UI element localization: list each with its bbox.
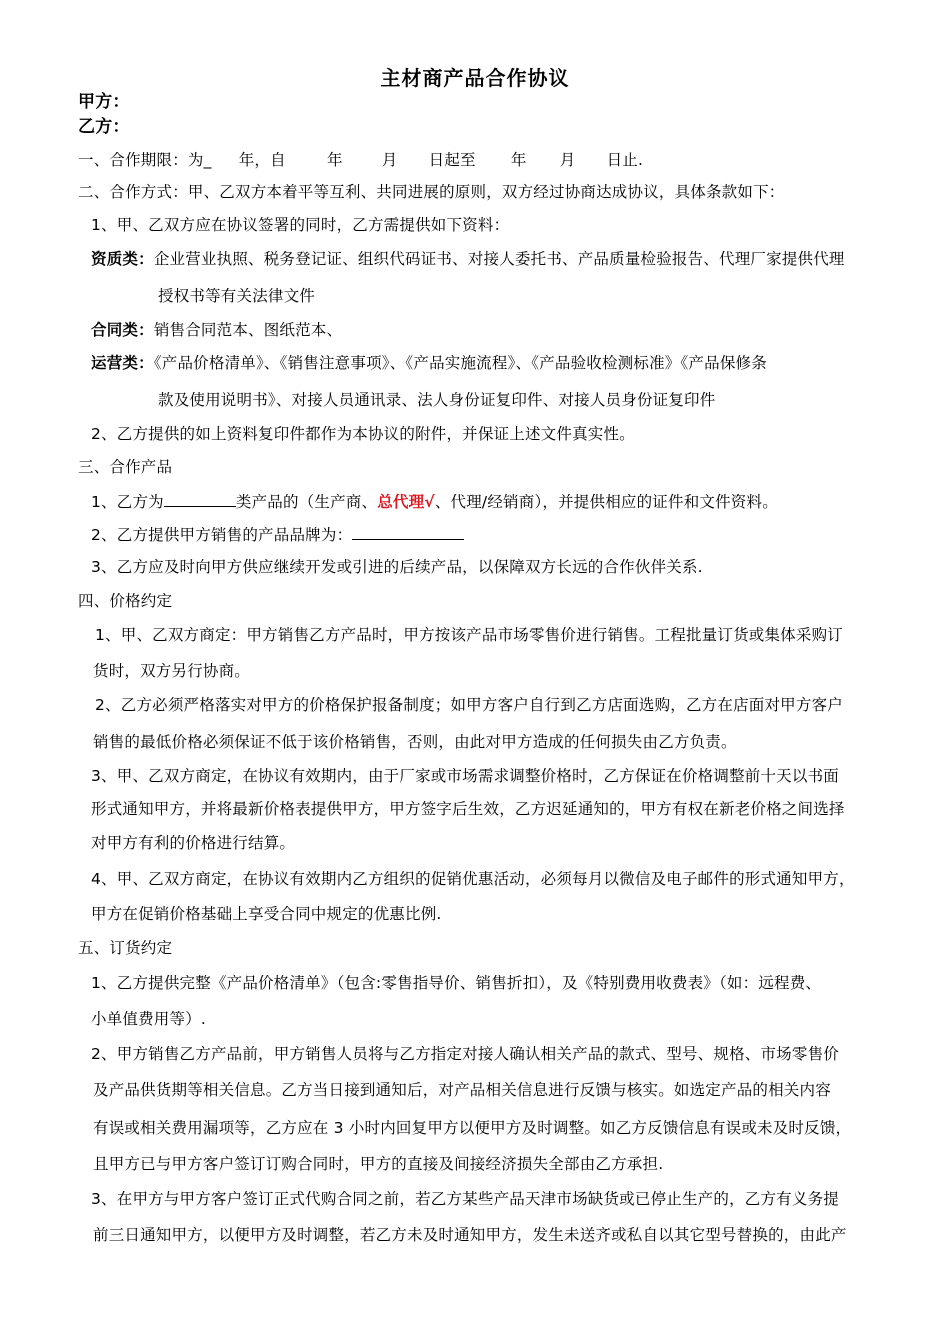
section5-paragraph-2-line-4: 且甲方已与甲方客户签订订购合同时，甲方的直接及间接经济损失全部由乙方承担. <box>93 1155 664 1173</box>
start-day-unit: 日起至 <box>428 151 476 169</box>
term-years-unit: 年，自 <box>238 151 286 169</box>
section2-heading: 二、合作方式：甲、乙双方本着平等互利、共同进展的原则，双方经过协商达成协议，具体条款如下： <box>78 183 785 201</box>
section4-paragraph-4-line-1: 4、甲、乙双方商定，在协议有效期内乙方组织的促销优惠活动，必须每月以微信及电子邮件的形式通知甲方， <box>91 870 855 888</box>
section4-paragraph-1-line-2: 货时，双方另行协商。 <box>93 662 251 680</box>
contract-line <box>91 320 342 340</box>
section5-paragraph-1-line-2: 小单值费用等）. <box>91 1010 207 1028</box>
term-years-blank: _ <box>203 151 212 169</box>
section4-paragraph-4-line-2: 甲方在促销价格基础上享受合同中规定的优惠比例. <box>91 905 442 923</box>
section5-paragraph-3-line-2: 前三日通知甲方，以便甲方及时调整，若乙方未及时通知甲方，发生未送齐或私自以其它型号替换的，由此产 <box>93 1226 847 1244</box>
section5-paragraph-2-line-1: 2、甲方销售乙方产品前，甲方销售人员将与乙方指定对接人确认相关产品的款式、型号、规格、市场零售价 <box>91 1045 839 1063</box>
end-day-unit: 日止. <box>606 151 644 169</box>
supplier-type-text: 类产品的（生产商、 <box>235 493 378 511</box>
section5-paragraph-2-line-2: 及产品供货期等相关信息。乙方当日接到通知后，对产品相关信息进行反馈与核实。如选定产品的相关内容 <box>93 1081 831 1099</box>
section4-paragraph-1-line-1: 1、甲、乙双方商定：甲方销售乙方产品时，甲方按该产品市场零售价进行销售。工程批量订货或集体采购订 <box>95 626 843 644</box>
party-b-label: 乙方： <box>78 117 130 137</box>
qualification-line <box>91 249 845 269</box>
section4-paragraph-3-line-2: 形式通知甲方，并将最新价格表提供甲方，甲方签字后生效，乙方迟延通知的，甲方有权在新老价格之间选择 <box>91 800 845 818</box>
contract-text: 销售合同范本、图纸范本、 <box>153 321 343 339</box>
section3-paragraph-1 <box>91 491 778 512</box>
start-month-unit: 月 <box>381 151 398 169</box>
section4-heading: 四、价格约定 <box>78 592 173 610</box>
section2-paragraph-2: 2、乙方提供的如上资料复印件都作为本协议的附件，并保证上述文件真实性。 <box>91 425 635 443</box>
start-year-unit: 年 <box>326 151 343 169</box>
operations-text: 《产品价格清单》、《销售注意事项》、《产品实施流程》、《产品验收检测标准》《产品保修条 <box>153 354 767 372</box>
supplier-type-suffix: 、代理/经销商），并提供相应的证件和文件资料。 <box>434 493 778 511</box>
qualification-label: 资质类： <box>91 250 154 268</box>
section5-paragraph-1-line-1: 1、乙方提供完整《产品价格清单》（包含:零售指导价、销售折扣），及《特别费用收费表》（如：远程费、 <box>91 974 822 992</box>
section4-paragraph-2-line-2: 销售的最低价格必须保证不低于该价格销售，否则，由此对甲方造成的任何损失由乙方负责。 <box>93 733 737 751</box>
section4-paragraph-3-line-3: 对甲方有利的价格进行结算。 <box>91 834 296 852</box>
section3-paragraph-2 <box>91 524 464 545</box>
document-title: 主材商产品合作协议 <box>380 66 570 90</box>
general-agent-checked: 总代理√ <box>377 493 435 511</box>
section5-paragraph-2-line-3: 有误或相关费用漏项等，乙方应在 3 小时内回复甲方以便甲方及时调整。如乙方反馈信息有误或未及时反馈， <box>93 1119 852 1137</box>
section3-heading: 三、合作产品 <box>78 458 173 476</box>
supplier-type-prefix: 1、乙方为 <box>91 493 164 511</box>
term-label: 一、合作期限：为 <box>78 151 204 169</box>
end-month-unit: 月 <box>559 151 576 169</box>
operations-text-continued: 款及使用说明书》、对接人员通讯录、法人身份证复印件、对接人员身份证复印件 <box>158 391 716 409</box>
product-category-blank <box>164 491 236 507</box>
section2-paragraph-1: 1、甲、乙双方应在协议签署的同时，乙方需提供如下资料： <box>91 216 510 234</box>
qualification-text-continued: 授权书等有关法律文件 <box>158 287 316 305</box>
brand-blank <box>352 524 464 540</box>
operations-label: 运营类： <box>91 354 154 372</box>
section5-paragraph-3-line-1: 3、在甲方与甲方客户签订正式代购合同之前，若乙方某些产品天津市场缺货或已停止生产的，乙方有义务提 <box>91 1190 839 1208</box>
contract-label: 合同类： <box>91 321 154 339</box>
qualification-text: 企业营业执照、税务登记证、组织代码证书、对接人委托书、产品质量检验报告、代理厂家提供代理 <box>153 250 845 268</box>
section3-paragraph-3: 3、乙方应及时向甲方供应继续开发或引进的后续产品，以保障双方长远的合作伙伴关系. <box>91 558 703 576</box>
brand-label: 2、乙方提供甲方销售的产品品牌为： <box>91 526 353 544</box>
section4-paragraph-3-line-1: 3、甲、乙双方商定，在协议有效期内，由于厂家或市场需求调整价格时，乙方保证在价格调整前十天以书面 <box>91 767 839 785</box>
party-a-label: 甲方： <box>78 92 130 112</box>
section5-heading: 五、订货约定 <box>78 939 173 957</box>
section4-paragraph-2-line-1: 2、乙方必须严格落实对甲方的价格保护报备制度；如甲方客户自行到乙方店面选购，乙方在店面对甲方客户 <box>95 696 843 714</box>
end-year-unit: 年 <box>510 151 527 169</box>
operations-line <box>91 353 767 373</box>
section1-term-line <box>78 150 643 170</box>
